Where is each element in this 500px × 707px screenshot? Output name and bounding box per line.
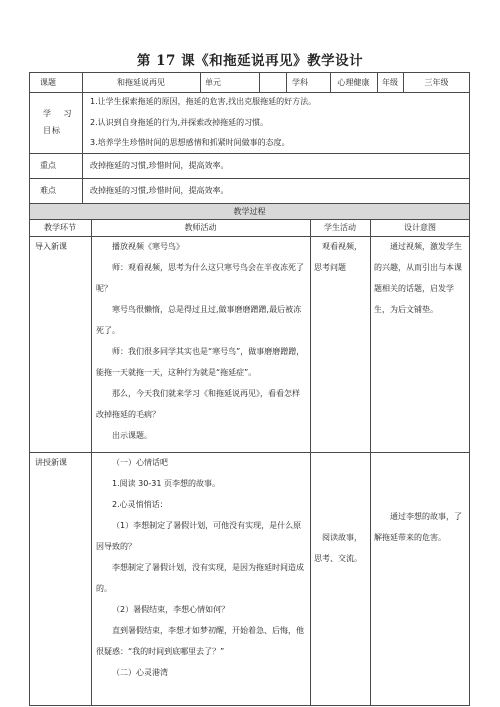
teacher-line: （1）李想制定了暑假计划，可他没有实现，是什么原因导致的？	[96, 521, 302, 551]
student-text: 阅读故事，思考、交流。	[314, 533, 362, 563]
intent-text: 通过李想的故事，了解拖延带来的危害。	[374, 512, 462, 542]
teacher-line: 2.心灵悄悄话：	[112, 500, 168, 509]
subject-value: 心理健康	[337, 77, 370, 87]
col-divider	[82, 178, 83, 203]
stage-intro: 导入新课	[35, 242, 67, 251]
column-header-stage: 教学环节	[44, 223, 76, 232]
teacher-activity-intro	[96, 236, 306, 446]
process-header: 教学过程	[233, 206, 266, 216]
grade-value: 三年级	[424, 77, 449, 87]
column-header-teacher: 教师活动	[184, 223, 217, 232]
intent-text: 通过视频，激发学生的兴趣，从而引出与本课题相关的话题，启发学生，为后文铺垫。	[374, 242, 462, 314]
goals-label-line1: 学 习	[43, 109, 77, 118]
teacher-line: 寒号鸟很懒惰，总是得过且过,做事磨磨蹭蹭,最后被冻死了。	[96, 305, 302, 335]
unit-value	[260, 72, 285, 92]
teacher-line: 播放视频《寒号鸟》	[112, 242, 184, 251]
column-header-student: 学生活动	[324, 223, 356, 232]
student-activity-intro	[314, 236, 368, 278]
difficult-point-label: 难点	[40, 186, 56, 195]
teacher-line: （2）暑假结束，李想心情如何？	[112, 605, 230, 614]
document-title: 第 17 课《和拖延说再见》教学设计	[136, 53, 364, 69]
key-point-label: 重点	[40, 161, 56, 170]
col-divider	[200, 72, 201, 92]
key-point-value: 改掉拖延的习惯,珍惜时间，提高效率。	[90, 161, 229, 170]
teacher-line: （一）心情话吧	[112, 458, 168, 467]
goal-item: 2.认识到自身拖延的行为,并探索改掉拖延的习惯。	[90, 118, 269, 127]
student-text: 观看视频，思考问题	[314, 242, 362, 272]
design-intent-intro	[374, 236, 466, 320]
teacher-line: 1.阅读 30-31 页李想的故事。	[112, 479, 220, 488]
grade-label: 年级	[382, 77, 398, 87]
col-divider	[286, 72, 287, 92]
teacher-line: 师：我们很多同学其实也是“寒号鸟”，做事磨磨蹭蹭，能拖一天就拖一天，这种行为就是“拖延症”。	[96, 347, 305, 377]
teacher-line: 师：观看视频，思考为什么这只寒号鸟会在半夜冻死了呢？	[96, 263, 304, 293]
column-header-intent: 设计意图	[404, 223, 436, 232]
goals-label-line2: 目标	[43, 126, 61, 135]
teacher-line: 直到暑假结束，李想才如梦初醒，开始着急、后悔，他很疑惑：“我的时间到底哪里去了？”	[96, 626, 304, 656]
design-intent-new-lesson	[374, 506, 466, 548]
goal-item: 1.让学生探索拖延的原因，拖延的危害,找出克服拖延的好方法。	[90, 97, 317, 106]
topic-label: 课题	[40, 77, 56, 87]
difficult-point-value: 改掉拖延的习惯,珍惜时间，提高效率。	[90, 186, 229, 195]
col-divider	[310, 219, 311, 706]
teacher-line: 那么，今天我们就来学习《和拖延说再见》，看看怎样改掉拖延的毛病？	[96, 389, 300, 419]
col-divider	[370, 219, 371, 706]
teacher-line: （二）心灵港湾	[112, 668, 168, 677]
unit-label: 单元	[205, 77, 221, 87]
topic-value: 和拖延说再见	[117, 77, 165, 87]
teacher-line: 出示课题。	[112, 431, 152, 440]
stage-new-lesson: 讲授新课	[35, 458, 67, 467]
col-divider	[91, 219, 92, 706]
teacher-activity-new-lesson	[96, 452, 306, 683]
subject-label: 学科	[292, 77, 308, 87]
teacher-line: 李想制定了暑假计划，没有实现，是因为拖延时间造成的。	[96, 563, 304, 593]
student-activity-new-lesson	[314, 527, 368, 569]
row-divider	[29, 92, 470, 93]
goal-item: 3.培养学生珍惜时间的思想感情和抓紧时间做事的态度。	[90, 138, 290, 147]
